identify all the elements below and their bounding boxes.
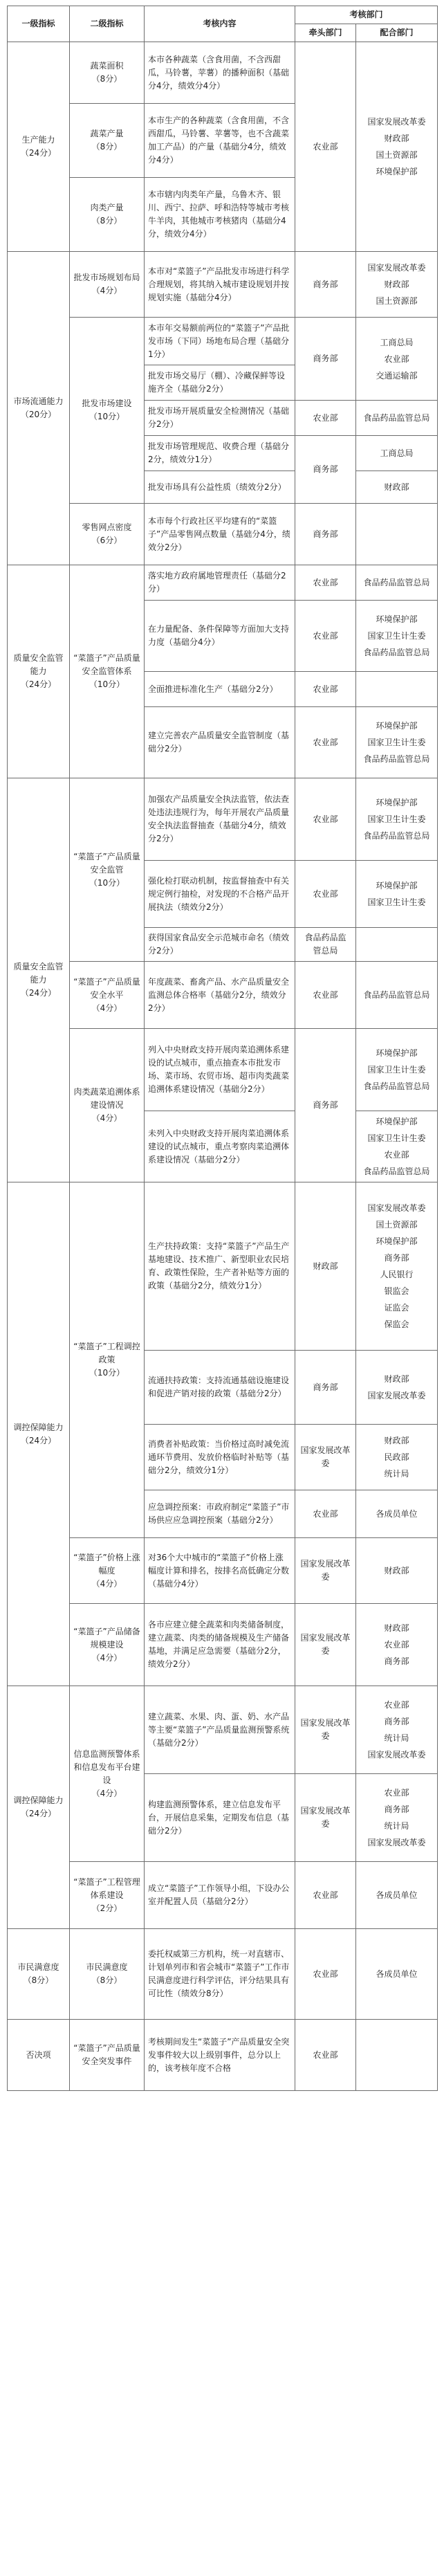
support-dept-cell (356, 565, 438, 601)
l2-cell (70, 318, 145, 504)
content-cell: 本市生产的各种蔬菜（含食用菌，不含西甜瓜，马铃薯、苹薯等，也不含蔬菜加工产品）的产量（基础分4分，绩效分4分） (145, 104, 295, 178)
dept-item: 国家卫生计生委 (367, 814, 426, 824)
content-cell: 成立“菜篮子”工作领导小组，下设办公室并配置人员（基础分2分） (145, 1862, 295, 1929)
l2-cell (70, 1029, 145, 1182)
content-cell: 本市辖内肉类年产量，乌鲁木齐、银川、西宁、拉萨、呼和浩特等城市考核牛羊肉，其他城市考核猪肉（基础分4分，绩效分4分） (145, 178, 295, 252)
l2-points: （4分） (91, 1652, 122, 1663)
l2-points: （4分） (91, 1003, 122, 1013)
support-dept-cell (356, 1111, 438, 1182)
dept-item: 国家发展改革委 (367, 263, 426, 273)
content-cell: 建立完善农产品质量安全监管制度（基础分2分） (145, 707, 295, 778)
dept-item: 国家卫生计生委 (367, 1133, 426, 1143)
support-dept-cell (356, 601, 438, 672)
dept-item: 各成员单位 (376, 1969, 418, 1979)
dept-item: 统计局 (384, 1821, 409, 1831)
l1-points: （8分） (23, 1975, 54, 1985)
support-dept-cell (356, 1686, 438, 1774)
lead-dept-cell: 国家发展改革委 (295, 1425, 356, 1490)
lead-dept-cell: 农业部 (295, 2020, 356, 2091)
content-cell: 强化检打联动机制，按监督抽查中有关规定例行抽检，对发现的不合格产品开展执法（绩效分2分） (145, 861, 295, 928)
lead-dept-cell: 商务部 (295, 1029, 356, 1182)
support-dept-cell (356, 778, 438, 861)
content-cell: 未列入中央财政支持开展肉菜追溯体系建设的试点城市，重点考察肉菜追溯体系建设情况（基础分2分） (145, 1111, 295, 1182)
lead-dept-cell: 农业部 (295, 42, 356, 252)
lead-dept-cell: 农业部 (295, 707, 356, 778)
l1-points: （24分） (20, 1435, 57, 1445)
l2-cell (70, 778, 145, 962)
l2-points: （10分） (89, 1368, 125, 1378)
l2-cell (70, 104, 145, 178)
l2-cell (70, 42, 145, 104)
l1-cell (8, 252, 70, 565)
support-dept-cell (356, 1029, 438, 1111)
dept-item: 财政部 (384, 134, 409, 143)
l2-cell (70, 504, 145, 565)
l2-points: （2分） (91, 1903, 122, 1913)
dept-item: 统计局 (384, 1733, 409, 1743)
l1-cell (8, 565, 70, 778)
dept-item: 各成员单位 (376, 1890, 418, 1900)
dept-item: 证监会 (384, 1303, 409, 1313)
dept-item: 财政部 (384, 1374, 409, 1384)
l1-name: 调控保障能力 (13, 1422, 64, 1432)
dept-item: 环境保护部 (376, 167, 418, 176)
support-dept-cell (356, 1929, 438, 2020)
support-dept-cell (356, 318, 438, 401)
l2-name: “菜篮子”产品质量安全监管 (73, 851, 140, 875)
support-dept-cell (356, 1774, 438, 1862)
content-cell: 年度蔬菜、畜禽产品、水产品质量安全监测总体合格率（基础分2分，绩效分2分） (145, 962, 295, 1029)
lead-dept-cell: 商务部 (295, 1351, 356, 1425)
table-row (8, 1686, 438, 1774)
l2-name: “菜篮子”产品储备规模建设 (73, 1626, 140, 1650)
dept-item: 食品药品监管总局 (363, 831, 430, 841)
table-row (8, 252, 438, 318)
header-departments: 考核部门 (295, 6, 438, 24)
content-cell: 各市应建立健全蔬菜和肉类储备制度，建立蔬菜、肉类的储备规模及生产储备基地，并满足应急需要（基础分2分，绩效分2分） (145, 1604, 295, 1686)
support-dept-cell (356, 962, 438, 1029)
dept-item: 商务部 (384, 1717, 409, 1726)
dept-item: 国土资源部 (376, 296, 418, 306)
dept-item: 环境保护部 (376, 721, 418, 731)
table-row (8, 1929, 438, 2020)
dept-item: 国家卫生计生委 (367, 1065, 426, 1075)
table-row (8, 318, 438, 365)
content-cell: 批发市场管理规范、收费合理（基础分2分，绩效分1分） (145, 436, 295, 471)
dept-item: 国家卫生计生委 (367, 631, 426, 641)
dept-item: 食品药品监管总局 (363, 1081, 430, 1091)
l2-name: “菜篮子”产品质量安全水平 (73, 976, 140, 1000)
content-cell: 生产扶持政策：支持“菜篮子”产品生产基地建设、技术推广、新型职业农民培育、政策性保险，生产者补贴等方面的政策（基础分2分，绩效分1分） (145, 1182, 295, 1351)
l1-cell (8, 778, 70, 1182)
table-row (8, 1538, 438, 1604)
l2-points: （8分） (91, 74, 122, 84)
support-dept-cell (356, 1862, 438, 1929)
support-dept-cell (356, 928, 438, 962)
dept-item: 农业部 (384, 1150, 409, 1160)
table-row (8, 1029, 438, 1111)
l1-cell (8, 42, 70, 252)
dept-item: 国土资源部 (376, 1220, 418, 1230)
dept-item: 环境保护部 (376, 881, 418, 890)
header-support-dept: 配合部门 (356, 24, 438, 42)
l2-name: 肉类产量 (90, 203, 124, 212)
support-dept-cell (356, 42, 438, 252)
dept-item: 食品药品监管总局 (363, 990, 430, 1000)
support-dept-cell (356, 707, 438, 778)
dept-item: 工商总局 (380, 448, 414, 458)
dept-item: 食品药品监管总局 (363, 413, 430, 423)
l2-points: （10分） (89, 877, 125, 888)
lead-dept-cell: 农业部 (295, 672, 356, 707)
l1-points: （24分） (20, 988, 57, 998)
l2-points: （4分） (91, 286, 122, 295)
l1-points: （20分） (20, 410, 57, 419)
dept-item: 商务部 (384, 1805, 409, 1814)
table-row (8, 778, 438, 861)
l2-name: 零售网点密度 (82, 522, 132, 532)
l1-name: 质量安全监管能力 (13, 962, 64, 985)
l2-cell (70, 252, 145, 318)
l1-cell: 否决项 (8, 2020, 70, 2091)
dept-item: 交通运输部 (376, 370, 418, 381)
dept-item: 银监会 (384, 1286, 409, 1296)
dept-item: 商务部 (384, 1656, 409, 1666)
lead-dept-cell: 国家发展改革委 (295, 1774, 356, 1862)
dept-item: 国家发展改革委 (367, 1838, 426, 1847)
dept-item: 农业部 (384, 1640, 409, 1650)
l2-cell (70, 1929, 145, 2020)
lead-dept-cell (295, 928, 356, 962)
content-cell: 列入中央财政支持开展肉菜追溯体系建设的试点城市，重点抽查本市批发市场、菜市场、农贸市场、超市肉类蔬菜追溯体系建设情况（基础分2分） (145, 1029, 295, 1111)
content-cell: 在力量配备、条件保障等方面加大支持力度（基础分4分） (145, 601, 295, 672)
l2-points: （6分） (91, 536, 122, 545)
content-cell: 应急调控预案：市政府制定“菜篮子”市场供应应急调控预案（基础分2分） (145, 1490, 295, 1538)
dept-item: 环境保护部 (376, 1117, 418, 1126)
dept-line: 食品药品监 (304, 933, 346, 942)
dept-item: 统计局 (384, 1469, 409, 1479)
dept-item: 商务部 (384, 1253, 409, 1263)
lead-dept-cell: 国家发展改革委 (295, 1538, 356, 1604)
dept-item: 食品药品监管总局 (363, 754, 430, 764)
l1-points: （24分） (20, 148, 57, 158)
content-cell: 批发市场交易厅（棚）、冷藏保鲜等设施齐全（基础分2分） (145, 365, 295, 401)
support-dept-cell (356, 252, 438, 318)
dept-item: 国家发展改革委 (367, 1391, 426, 1400)
l2-points: （4分） (91, 1788, 122, 1798)
dept-item: 农业部 (384, 1700, 409, 1710)
content-cell: 本市年交易额前两位的“菜篮子”产品批发市场（下同）场地布局合理（基础分1分） (145, 318, 295, 365)
dept-item: 食品药品监管总局 (363, 1167, 430, 1176)
lead-dept-cell: 财政部 (295, 1182, 356, 1351)
l1-name: 市场流通能力 (13, 396, 64, 406)
support-dept-cell (356, 861, 438, 928)
l2-name: “菜篮子”产品质量安全监管体系 (73, 653, 140, 676)
l2-cell (70, 962, 145, 1029)
lead-dept-cell: 商务部 (295, 504, 356, 565)
assessment-table (7, 6, 438, 2091)
dept-item: 环境保护部 (376, 614, 418, 624)
dept-item: 民政部 (384, 1452, 409, 1462)
header-row (8, 6, 438, 24)
content-cell: 本市每个行政社区平均建有的“菜篮子”产品零售网点数量（基础分4分，绩效分2分） (145, 504, 295, 565)
support-dept-cell (356, 1604, 438, 1686)
content-cell: 构建监测预警体系，建立信息发布平台，开展信息采集，定期发布信息（基础分2分） (145, 1774, 295, 1862)
l1-cell (8, 1686, 70, 1929)
content-cell: 落实地方政府属地管理责任（基础分2分） (145, 565, 295, 601)
table-row (8, 42, 438, 104)
support-dept-cell (356, 1351, 438, 1425)
content-cell: 本市对“菜篮子”产品批发市场进行科学合理规划，将其纳入城市建设规划并按规划实施（基础分4分） (145, 252, 295, 318)
l2-name: 市民满意度 (86, 1962, 128, 1972)
dept-item: 财政部 (384, 1566, 409, 1575)
support-dept-cell (356, 2020, 438, 2091)
content-cell: 委托权威第三方机构，统一对直辖市、计划单列市和省会城市“菜篮子”工作市民满意度进行科学评估，评分结果具有可比性（绩效分8分） (145, 1929, 295, 2020)
l2-name: 批发市场规划布局 (73, 273, 140, 282)
l2-points: （8分） (91, 142, 122, 152)
l2-points: （8分） (91, 216, 122, 226)
lead-dept-cell: 商务部 (295, 318, 356, 401)
content-cell: 本市各种蔬菜（含食用菌，不含西甜瓜，马铃薯，苹薯）的播种面积（基础分4分，绩效分4分） (145, 42, 295, 104)
header-level2: 二级指标 (70, 6, 145, 42)
support-dept-cell (356, 1182, 438, 1351)
lead-dept-cell: 农业部 (295, 1862, 356, 1929)
dept-item: 人民银行 (380, 1270, 414, 1279)
lead-dept-cell: 农业部 (295, 601, 356, 672)
content-cell: 全面推进标准化生产（基础分2分） (145, 672, 295, 707)
l2-name: 蔬菜产量 (90, 129, 124, 138)
l2-cell (70, 1686, 145, 1862)
support-dept-cell (356, 1538, 438, 1604)
dept-item: 财政部 (384, 280, 409, 289)
dept-item: 国家发展改革委 (367, 117, 426, 127)
table-row (8, 1862, 438, 1929)
content-cell: 消费者补贴政策：当价格过高时减免流通环节费用、发放价格临时补贴等（基础分2分，绩效分1分） (145, 1425, 295, 1490)
content-cell: 对36个大中城市的“菜篮子”价格上涨幅度计算和排名，按排名高低确定分数（基础分4分） (145, 1538, 295, 1604)
content-cell: 批发市场开展质量安全检测情况（基础分2分） (145, 401, 295, 436)
l1-points: （24分） (20, 679, 57, 689)
lead-dept-cell: 农业部 (295, 778, 356, 861)
table-row (8, 1604, 438, 1686)
l1-cell (8, 1182, 70, 1686)
support-dept-cell (356, 401, 438, 436)
support-dept-cell (356, 672, 438, 707)
lead-dept-cell: 商务部 (295, 252, 356, 318)
l2-cell (70, 565, 145, 778)
lead-dept-cell: 农业部 (295, 565, 356, 601)
dept-item: 环境保护部 (376, 1236, 418, 1246)
dept-item: 各成员单位 (376, 1509, 418, 1519)
dept-line: 管总局 (313, 946, 338, 956)
dept-item: 食品药品监管总局 (363, 578, 430, 587)
l2-points: （4分） (91, 1113, 122, 1123)
support-dept-cell: 财政部 (356, 471, 438, 504)
dept-item: 国土资源部 (376, 150, 418, 160)
l2-cell (70, 1862, 145, 1929)
lead-dept-cell: 农业部 (295, 1490, 356, 1538)
l1-name: 市民满意度 (17, 1962, 59, 1972)
lead-dept-cell: 农业部 (295, 1929, 356, 2020)
content-cell: 考核期间发生“菜篮子”产品质量安全突发事件较大以上级别事件，总分以上的，该考核年度不合格 (145, 2020, 295, 2091)
table-row (8, 1182, 438, 1351)
lead-dept-cell: 国家发展改革委 (295, 1604, 356, 1686)
lead-dept-cell: 国家发展改革委 (295, 1686, 356, 1774)
l2-cell (70, 178, 145, 252)
l1-points: （24分） (20, 1809, 57, 1818)
lead-dept-cell: 商务部 (295, 436, 356, 504)
header-level1: 一级指标 (8, 6, 70, 42)
l2-cell: “菜篮子”产品质量安全突发事件 (70, 2020, 145, 2091)
support-dept-cell (356, 436, 438, 471)
l1-name: 调控保障能力 (13, 1796, 64, 1805)
l2-cell (70, 1604, 145, 1686)
dept-item: 国家卫生计生委 (367, 738, 426, 747)
dept-item: 工商总局 (380, 337, 414, 347)
content-cell: 流通扶持政策：支持流通基础设施建设和促进产销对接的政策（基础分2分） (145, 1351, 295, 1425)
table-row (8, 962, 438, 1029)
content-cell: 建立蔬菜、水果、肉、蛋、奶、水产品等主要“菜篮子”产品质量监测预警系统（基础分2分） (145, 1686, 295, 1774)
support-dept-cell (356, 1490, 438, 1538)
dept-item: 财政部 (384, 1436, 409, 1445)
lead-dept-cell: 农业部 (295, 962, 356, 1029)
l1-cell (8, 1929, 70, 2020)
dept-item: 食品药品监管总局 (363, 648, 430, 657)
table-row (8, 504, 438, 565)
support-dept-cell (356, 504, 438, 565)
table-row (8, 565, 438, 601)
lead-dept-cell: 农业部 (295, 401, 356, 436)
content-cell: 获得国家食品安全示范城市命名（绩效分2分） (145, 928, 295, 962)
l2-name: 肉类蔬菜追溯体系建设情况 (73, 1087, 140, 1110)
l2-cell (70, 1182, 145, 1538)
header-lead-dept: 牵头部门 (295, 24, 356, 42)
l1-name: 生产能力 (21, 135, 55, 145)
support-dept-cell (356, 1425, 438, 1490)
dept-item: 环境保护部 (376, 1048, 418, 1058)
l2-name: 蔬菜面积 (90, 61, 124, 71)
l2-points: （10分） (89, 412, 125, 421)
l2-points: （4分） (91, 1578, 122, 1589)
l2-name: “菜篮子”价格上涨幅度 (73, 1552, 140, 1575)
dept-item: 农业部 (384, 354, 409, 364)
l2-points: （10分） (89, 679, 125, 689)
dept-item: 国家卫生计生委 (367, 897, 426, 907)
l2-cell (70, 1538, 145, 1604)
l1-name: 质量安全监管能力 (13, 653, 64, 676)
header-content: 考核内容 (145, 6, 295, 42)
l2-name: “菜篮子”工程调控政策 (73, 1342, 140, 1364)
l2-name: 批发市场建设 (82, 399, 132, 408)
l2-points: （8分） (91, 1975, 122, 1985)
l2-name: “菜篮子”工程管理体系建设 (73, 1876, 140, 1900)
dept-item: 农业部 (384, 1788, 409, 1798)
table-row (8, 2020, 438, 2091)
dept-item: 环境保护部 (376, 798, 418, 807)
content-cell: 批发市场具有公益性质（绩效分2分） (145, 471, 295, 504)
dept-item: 财政部 (384, 1623, 409, 1633)
lead-dept-cell: 农业部 (295, 861, 356, 928)
l2-name: 信息监测预警体系和信息发布平台建设 (73, 1748, 140, 1785)
dept-item: 国家发展改革委 (367, 1750, 426, 1760)
dept-item: 国家发展改革委 (367, 1203, 426, 1213)
content-cell: 加强农产品质量安全执法监管，依法查处违法违规行为，每年开展农产品质量安全执法监督抽查（基础分4分，绩效分2分） (145, 778, 295, 861)
dept-item: 保监会 (384, 1319, 409, 1329)
